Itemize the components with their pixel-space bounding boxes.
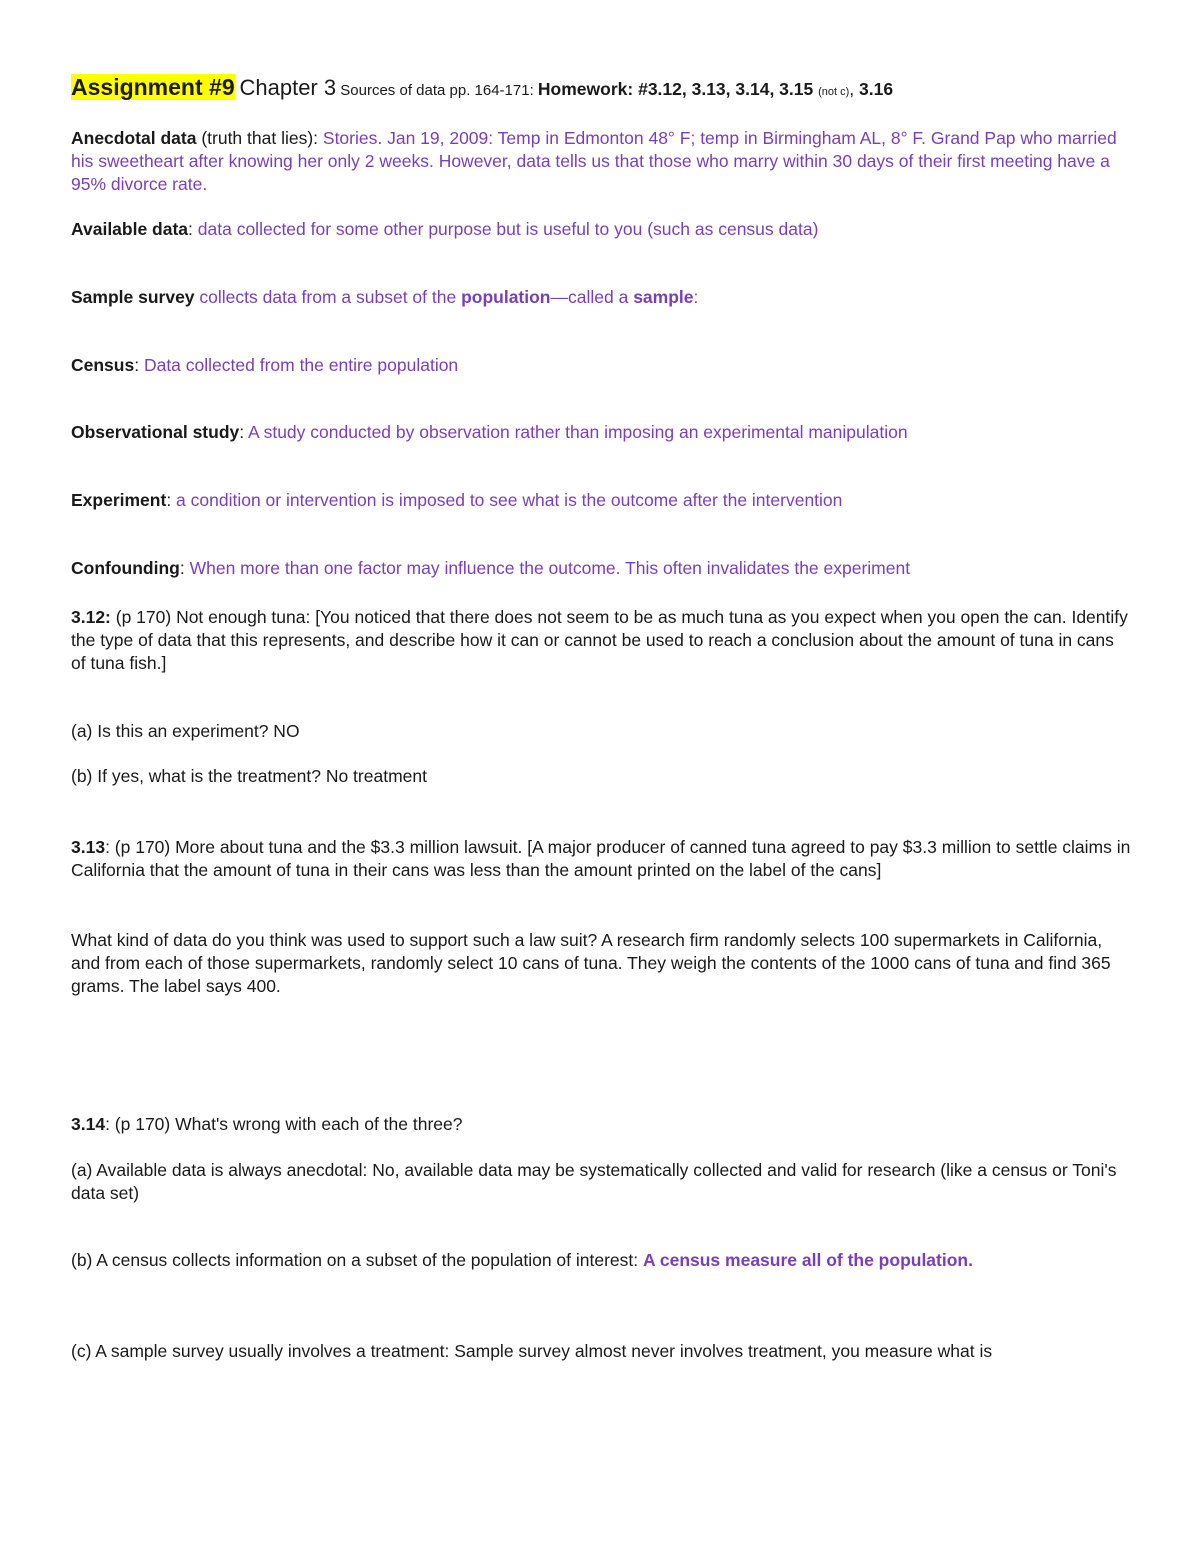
chapter-label: Chapter 3 [239, 75, 337, 100]
def-anecdotal [71, 127, 1131, 196]
q313-answer: What kind of data do you think was used to support such a law suit? A research firm randomly selects 100 supermarkets in California, and from each of those supermarkets, randomly select 10 cans of tuna. They weigh the contents of the 1000 cans of tuna and find 365 grams. The label says 400. [71, 930, 1111, 996]
colon: : [179, 558, 190, 578]
sample-survey-text2: —called a [550, 287, 634, 307]
q312-text: (p 170) Not enough tuna: [You noticed that there does not seem to be as much tuna as you expect when you open the can. Identify the type of data that this represents, and describe how it can or cannot be used to reach a conclusion about the amount of tuna in cans of tuna fish.] [71, 607, 1128, 673]
anecdotal-note: (truth that lies): [196, 128, 323, 148]
def-confounding [71, 557, 1131, 580]
sample-survey-sample: sample [633, 287, 694, 307]
question-3-14 [71, 1113, 1131, 1136]
homework-label: Homework: [537, 79, 634, 99]
assignment-title: Assignment #9 [71, 74, 235, 100]
q313-text: : (p 170) More about tuna and the $3.3 million lawsuit. [A major producer of canned tuna agreed to pay $3.3 million to settle claims in California that the amount of tuna in their cans was less than the amount printed on the label of the cans] [71, 837, 1131, 880]
term-available: Available data [71, 219, 189, 239]
experiment-text: a condition or intervention is imposed to see what is the outcome after the intervention [176, 490, 843, 510]
term-census: Census [71, 355, 135, 375]
term-confounding: Confounding [71, 558, 180, 578]
def-observational [71, 421, 1131, 444]
not-c-note: (not c) [818, 86, 850, 98]
colon: : [188, 219, 198, 239]
assignment-header [71, 76, 1131, 104]
q313-number: 3.13 [71, 837, 106, 857]
question-3-13 [71, 836, 1131, 882]
q314-answer-a: (a) Available data is always anecdotal: No, available data may be systematically collected and valid for research (like a census or Toni's data set) [71, 1160, 1117, 1203]
term-observational: Observational study [71, 422, 240, 442]
def-sample-survey [71, 286, 1131, 309]
q314-answer-c: (c) A sample survey usually involves a treatment: Sample survey almost never involves treatment, you measure what is [71, 1341, 993, 1361]
sample-survey-text1: collects data from a subset of the [194, 287, 462, 307]
observational-text: A study conducted by observation rather than imposing an experimental manipulation [248, 422, 908, 442]
sources-label: Sources of data pp. 164-171: [336, 82, 538, 99]
q314-b-text: (b) A census collects information on a subset of the population of interest: [71, 1250, 643, 1270]
sample-survey-population: population [461, 287, 551, 307]
def-available [71, 218, 1131, 241]
confounding-text: When more than one factor may influence the outcome. This often invalidates the experiment [189, 558, 911, 578]
term-sample-survey: Sample survey [71, 287, 195, 307]
def-experiment [71, 489, 1131, 512]
homework-last-item: 3.16 [859, 79, 894, 99]
census-text: Data collected from the entire population [143, 355, 459, 375]
anecdotal-text: Stories. Jan 19, 2009: Temp in Edmonton 48° F; temp in Birmingham AL, 8° F. Grand Pap who married his sweetheart after knowing her only 2 weeks. However, data tells us that those who marry within 30 days of their first meeting have a 95% divorce rate. [71, 128, 1117, 194]
q312-answer-b: (b) If yes, what is the treatment? No treatment [71, 766, 427, 786]
term-experiment: Experiment [71, 490, 167, 510]
q314-text: : (p 170) What's wrong with each of the three? [105, 1114, 463, 1134]
q314-answer-b [71, 1249, 1131, 1272]
def-census [71, 354, 1131, 377]
colon: : [239, 422, 249, 442]
term-anecdotal: Anecdotal data [71, 128, 197, 148]
q314-b-answer: A census measure all of the population. [643, 1250, 973, 1270]
question-3-12 [71, 606, 1131, 675]
available-text: data collected for some other purpose but is useful to you (such as census data) [197, 219, 819, 239]
q314-number: 3.14 [71, 1114, 106, 1134]
q312-answer-a: (a) Is this an experiment? NO [71, 721, 300, 741]
q312-number: 3.12: [71, 607, 111, 627]
homework-items: #3.12, 3.13, 3.14, 3.15 [633, 79, 819, 99]
comma: , [849, 79, 860, 99]
sample-survey-text3: : [693, 287, 699, 307]
colon: : [166, 490, 177, 510]
colon: : [134, 355, 144, 375]
